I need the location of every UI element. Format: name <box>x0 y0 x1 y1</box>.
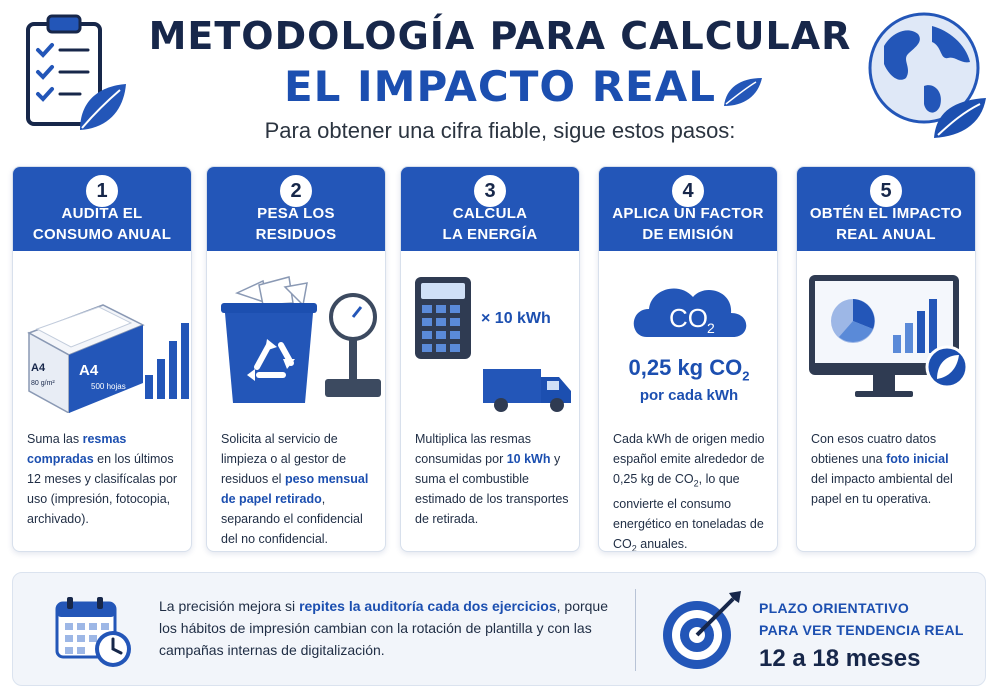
page-title-line2: EL IMPACTO REAL <box>283 62 717 111</box>
step-card-1 <box>12 166 192 552</box>
step-title-1-line2: CONSUMO ANUAL <box>32 226 172 243</box>
emission-factor-value: 0,25 kg $CO_2$ <box>628 355 750 384</box>
step-text-3: Multiplica las resmas consumidas por 10 kWh y suma el combustible estimado de los transportes de retirada. <box>415 432 569 526</box>
step-card-2 <box>206 166 386 552</box>
step-text-4: Cada kWh de origen medio español emite alrededor de 0,25 kg de $CO_2$, lo que convierte el consumo energético en toneladas de $CO_2$ anuales. <box>613 432 765 552</box>
monitor-dashboard-icon <box>797 263 976 413</box>
globe-leaf-icon <box>862 8 992 143</box>
step-title-2-line2: RESIDUOS <box>255 226 337 243</box>
step-header-2 <box>207 167 385 251</box>
step-text-2: Solicita al servicio de limpieza o al gestor de residuos el peso mensual de papel retirado, separando el confidencial del no confidencial. <box>221 432 369 546</box>
step-title-3-line1: CALCULA <box>452 205 528 222</box>
step-title-4 <box>605 203 771 245</box>
co2-cloud-sub: 2 <box>707 320 715 336</box>
step-title-3 <box>407 203 573 245</box>
step-text-5: Con esos cuatro datos obtienes una foto inicial del impacto ambiental del papel en tu operativa. <box>811 432 953 506</box>
step-number-5: 5 <box>870 175 902 207</box>
panel-divider <box>635 589 636 671</box>
paper-box-chart-icon <box>13 263 192 413</box>
step-card-5 <box>796 166 976 552</box>
box-label-grams: 80 g/m² <box>31 380 55 387</box>
box-label-sheets: 500 hojas <box>91 382 126 391</box>
step-title-2 <box>213 203 379 245</box>
plazo-label-line2: PARA VER TENDENCIA REAL <box>759 622 964 638</box>
step-title-2-line1: PESA LOS <box>257 205 335 222</box>
step-header-3 <box>401 167 579 251</box>
step-title-4-line2: DE EMISIÓN <box>642 226 734 243</box>
bottom-note-text: La precisión mejora si repites la auditoría cada dos ejercicios, porque los hábitos de impresión cambian con la rotación de plantilla y con las campañas internas de digitalización. <box>159 598 608 658</box>
box-label-a4-front: A4 <box>79 362 99 379</box>
step-title-1-line1: AUDITA EL <box>61 205 143 222</box>
bottom-info-panel <box>12 572 986 686</box>
recycle-bin-scale-icon <box>207 263 386 413</box>
step-number-4: 4 <box>672 175 704 207</box>
plazo-label-line1: PLAZO ORIENTATIVO <box>759 600 910 616</box>
step-number-1: 1 <box>86 175 118 207</box>
step-number-2: 2 <box>280 175 312 207</box>
step-header-1 <box>13 167 191 251</box>
step-title-5-line1: OBTÉN EL IMPACTO <box>809 205 963 222</box>
step-header-5 <box>797 167 975 251</box>
energy-multiplier-label: × 10 kWh <box>481 310 551 327</box>
calendar-clock-icon <box>53 593 133 669</box>
step-number-3: 3 <box>474 175 506 207</box>
step-title-5 <box>803 203 969 245</box>
step-card-3 <box>400 166 580 552</box>
box-label-a4-side: A4 <box>31 362 46 374</box>
target-arrow-icon <box>659 589 743 673</box>
calculator-truck-icon <box>401 263 580 413</box>
step-card-4 <box>598 166 778 552</box>
co2-cloud-label: CO <box>669 303 708 333</box>
plazo-label <box>759 597 964 641</box>
step-title-5-line2: REAL ANUAL <box>836 226 936 243</box>
page-subtitle: Para obtener una cifra fiable, sigue estos pasos: <box>264 118 736 143</box>
step-text-1: Suma las resmas compradas en los últimos 12 meses y clasifícalas por uso (impresión, fotocopia, archivado). <box>27 432 178 526</box>
step-title-3-line2: LA ENERGÍA <box>442 226 538 243</box>
step-title-4-line1: APLICA UN FACTOR <box>612 205 764 222</box>
page-title-line1: METODOLOGÍA PARA CALCULAR <box>148 14 852 58</box>
step-header-4 <box>599 167 777 251</box>
plazo-value: 12 a 18 meses <box>759 645 921 672</box>
step-title-1 <box>19 203 185 245</box>
emission-factor-unit: por cada kWh <box>639 387 739 404</box>
leaf-icon <box>722 76 764 108</box>
clipboard-checklist-leaf-icon <box>20 10 130 135</box>
